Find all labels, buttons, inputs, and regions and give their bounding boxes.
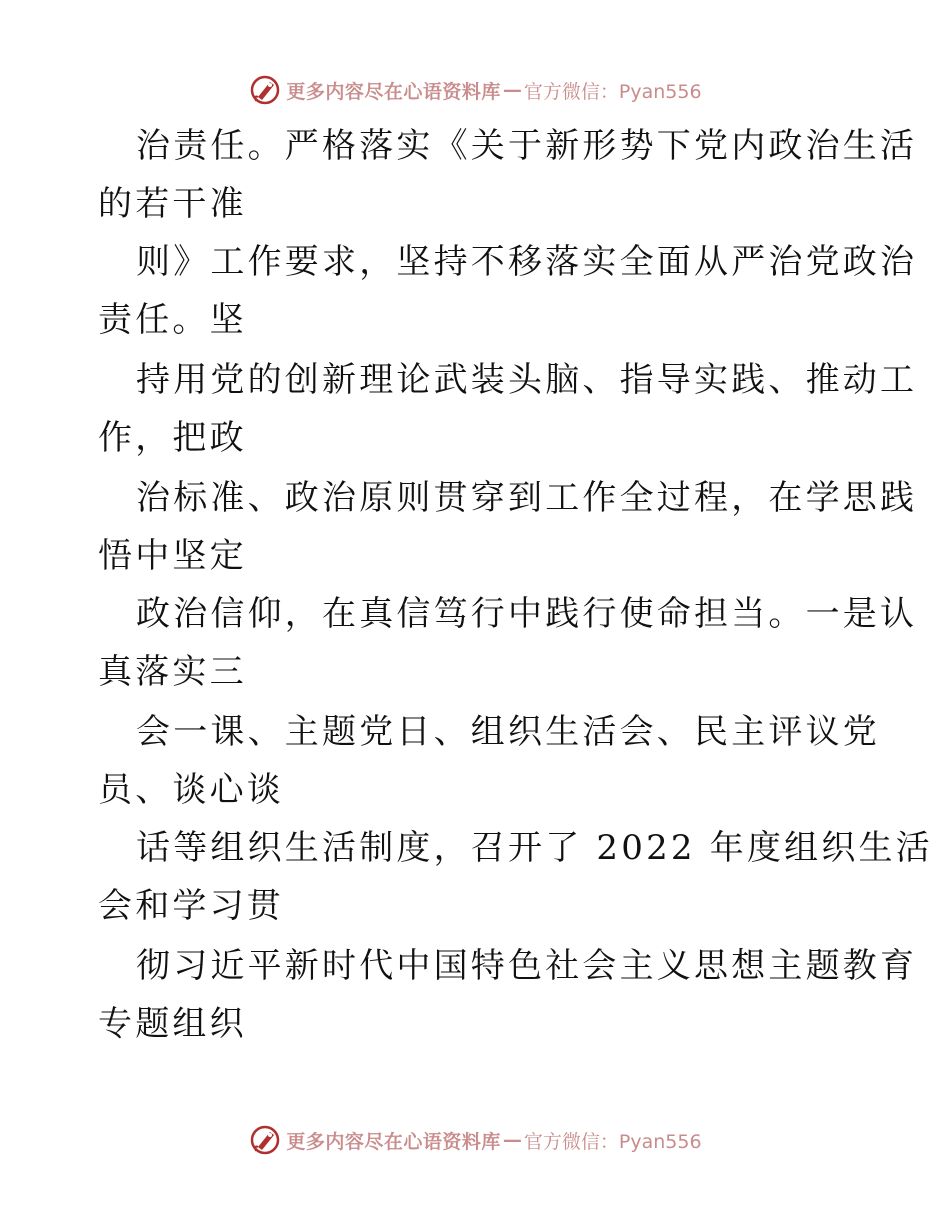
body-line: 员、谈心谈 xyxy=(98,770,284,810)
header-separator: — xyxy=(502,79,522,101)
body-line: 悟中坚定 xyxy=(98,536,247,576)
footer-contact-text: 官方微信：Pyan556 xyxy=(523,1130,702,1153)
body-line: 彻习近平新时代中国特色社会主义思想主题教育 xyxy=(136,946,918,986)
body-line: 作，把政 xyxy=(98,418,247,458)
body-line: 会和学习贯 xyxy=(98,886,284,926)
body-line: 专题组织 xyxy=(98,1004,247,1044)
body-line: 则》工作要求，坚持不移落实全面从严治党政治 xyxy=(136,242,918,282)
body-line: 治责任。严格落实《关于新形势下党内政治生活 xyxy=(136,126,918,166)
body-line: 话等组织生活制度，召开了 2022 年度组织生活 xyxy=(136,828,933,868)
body-line: 会一课、主题党日、组织生活会、民主评议党 xyxy=(136,712,880,752)
header-contact-text: 官方微信：Pyan556 xyxy=(523,80,702,103)
body-line: 政治信仰，在真信笃行中践行使命担当。一是认 xyxy=(136,594,918,634)
body-line: 治标准、政治原则贯穿到工作全过程，在学思践 xyxy=(136,478,918,518)
body-line: 责任。坚 xyxy=(98,300,247,340)
pen-logo-icon xyxy=(248,73,282,107)
pen-logo-icon xyxy=(248,1123,282,1157)
body-line: 持用党的创新理论武装头脑、指导实践、推动工 xyxy=(136,360,918,400)
body-line: 真落实三 xyxy=(98,652,247,692)
header-watermark xyxy=(0,70,950,110)
body-line: 的若干准 xyxy=(98,184,247,224)
header-site-text: 更多内容尽在心语资料库 xyxy=(286,80,501,103)
footer-watermark xyxy=(0,1120,950,1160)
footer-site-text: 更多内容尽在心语资料库 xyxy=(286,1130,501,1153)
footer-separator: — xyxy=(502,1129,522,1151)
